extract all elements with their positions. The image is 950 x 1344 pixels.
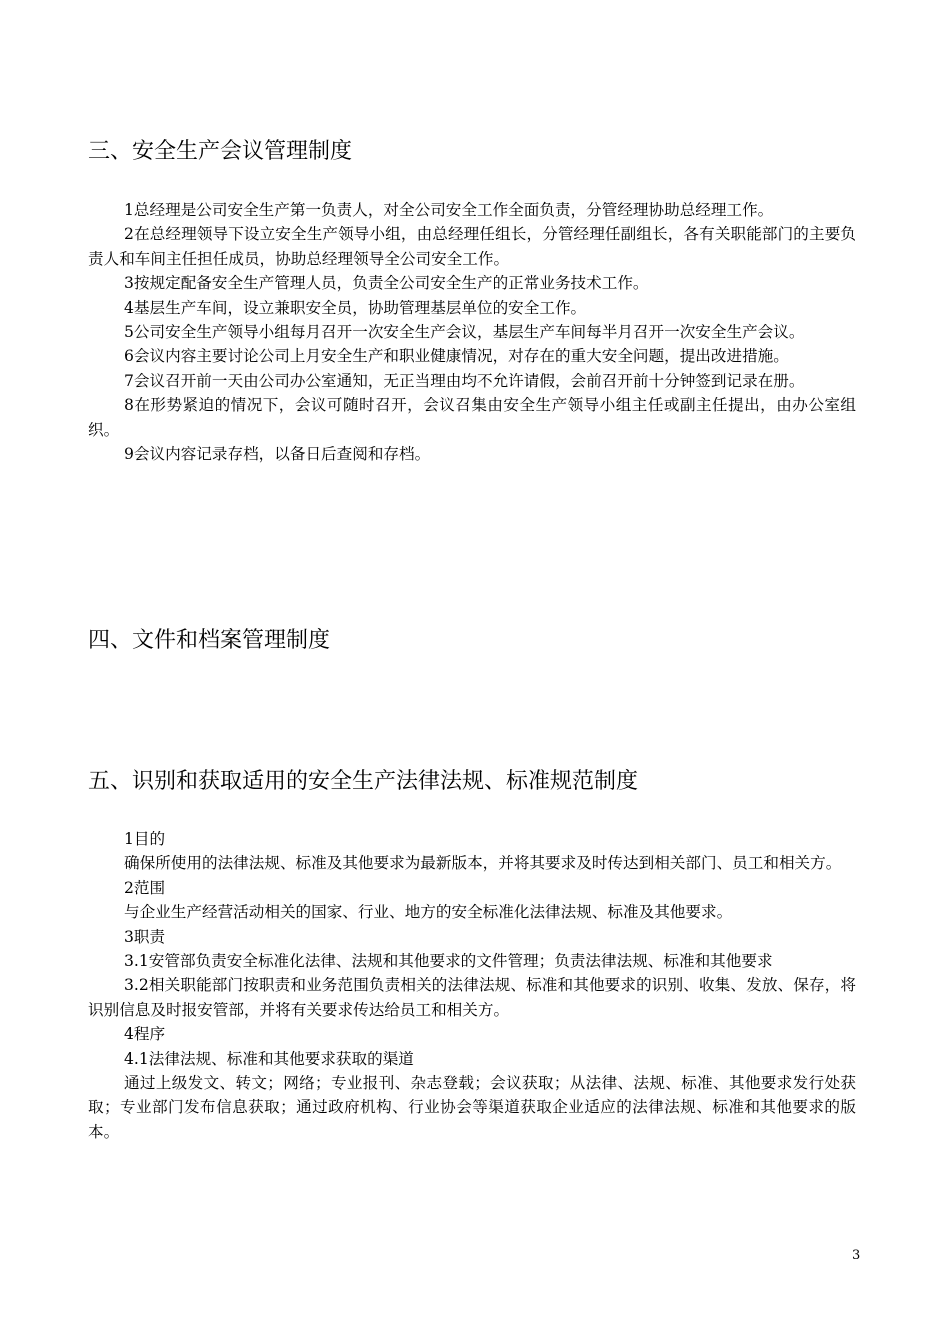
section-5-paragraph-7: 3.2相关职能部门按职责和业务范围负责相关的法律法规、标准和其他要求的识别、收集、发放、保存，将识别信息及时报安管部，并将有关要求传达给员工和相关方。 (88, 976, 856, 1019)
section-5-paragraph-8: 4程序 (124, 1025, 166, 1044)
section-5-paragraph-10: 通过上级发文、转文；网络；专业报刊、杂志登载；会议获取；从法律、法规、标准、其他要求发行处获取；专业部门发布信息获取；通过政府机构、行业协会等渠道获取企业适应的法律法规、标准和其他要求的版本。 (88, 1074, 856, 1141)
section-3-paragraph-9: 9会议内容记录存档，以备日后查阅和存档。 (124, 445, 431, 464)
section-5-paragraph-6: 3.1安管部负责安全标准化法律、法规和其他要求的文件管理；负责法律法规、标准和其他要求 (124, 952, 773, 971)
section-5-paragraph-2: 确保所使用的法律法规、标准及其他要求为最新版本，并将其要求及时传达到相关部门、员工和相关方。 (124, 854, 842, 873)
section-3-paragraph-2: 2在总经理领导下设立安全生产领导小组，由总经理任组长，分管经理任副组长，各有关职能部门的主要负责人和车间主任担任成员，协助总经理领导全公司安全工作。 (88, 225, 856, 268)
section-5-paragraph-1: 1目的 (124, 830, 166, 848)
section-5-paragraph-3: 2范围 (124, 878, 166, 897)
section-5-paragraph-5: 3职责 (124, 927, 166, 946)
section-5-paragraph-9: 4.1法律法规、标准和其他要求获取的渠道 (124, 1049, 414, 1068)
section-5-body (88, 827, 856, 1144)
section-3-paragraph-1: 1总经理是公司安全生产第一负责人，对全公司安全工作全面负责，分管经理协助总经理工作。 (124, 201, 774, 219)
section-3-paragraph-3: 3按规定配备安全生产管理人员，负责全公司安全生产的正常业务技术工作。 (124, 274, 649, 293)
section-3-body (88, 198, 856, 466)
section-5-title: 五、识别和获取适用的安全生产法律法规、标准规范制度 (88, 769, 639, 794)
section-3-paragraph-7: 7会议召开前一天由公司办公室通知，无正当理由均不允许请假，会前召开前十分钟签到记录在册。 (124, 371, 805, 390)
section-5-paragraph-4: 与企业生产经营活动相关的国家、行业、地方的安全标准化法律法规、标准及其他要求。 (124, 903, 733, 922)
section-3-paragraph-6: 6会议内容主要讨论公司上月安全生产和职业健康情况，对存在的重大安全问题，提出改进措施。 (124, 347, 789, 366)
section-3-paragraph-4: 4基层生产车间，设立兼职安全员，协助管理基层单位的安全工作。 (124, 298, 587, 317)
section-3-paragraph-8: 8在形势紧迫的情况下，会议可随时召开，会议召集由安全生产领导小组主任或副主任提出，由办公室组织。 (88, 396, 856, 439)
section-3-paragraph-5: 5公司安全生产领导小组每月召开一次安全生产会议，基层生产车间每半月召开一次安全生产会议。 (124, 323, 805, 342)
section-4-title: 四、文件和档案管理制度 (88, 628, 331, 653)
section-3-title: 三、安全生产会议管理制度 (88, 139, 353, 164)
page-number: 3 (852, 1248, 861, 1263)
